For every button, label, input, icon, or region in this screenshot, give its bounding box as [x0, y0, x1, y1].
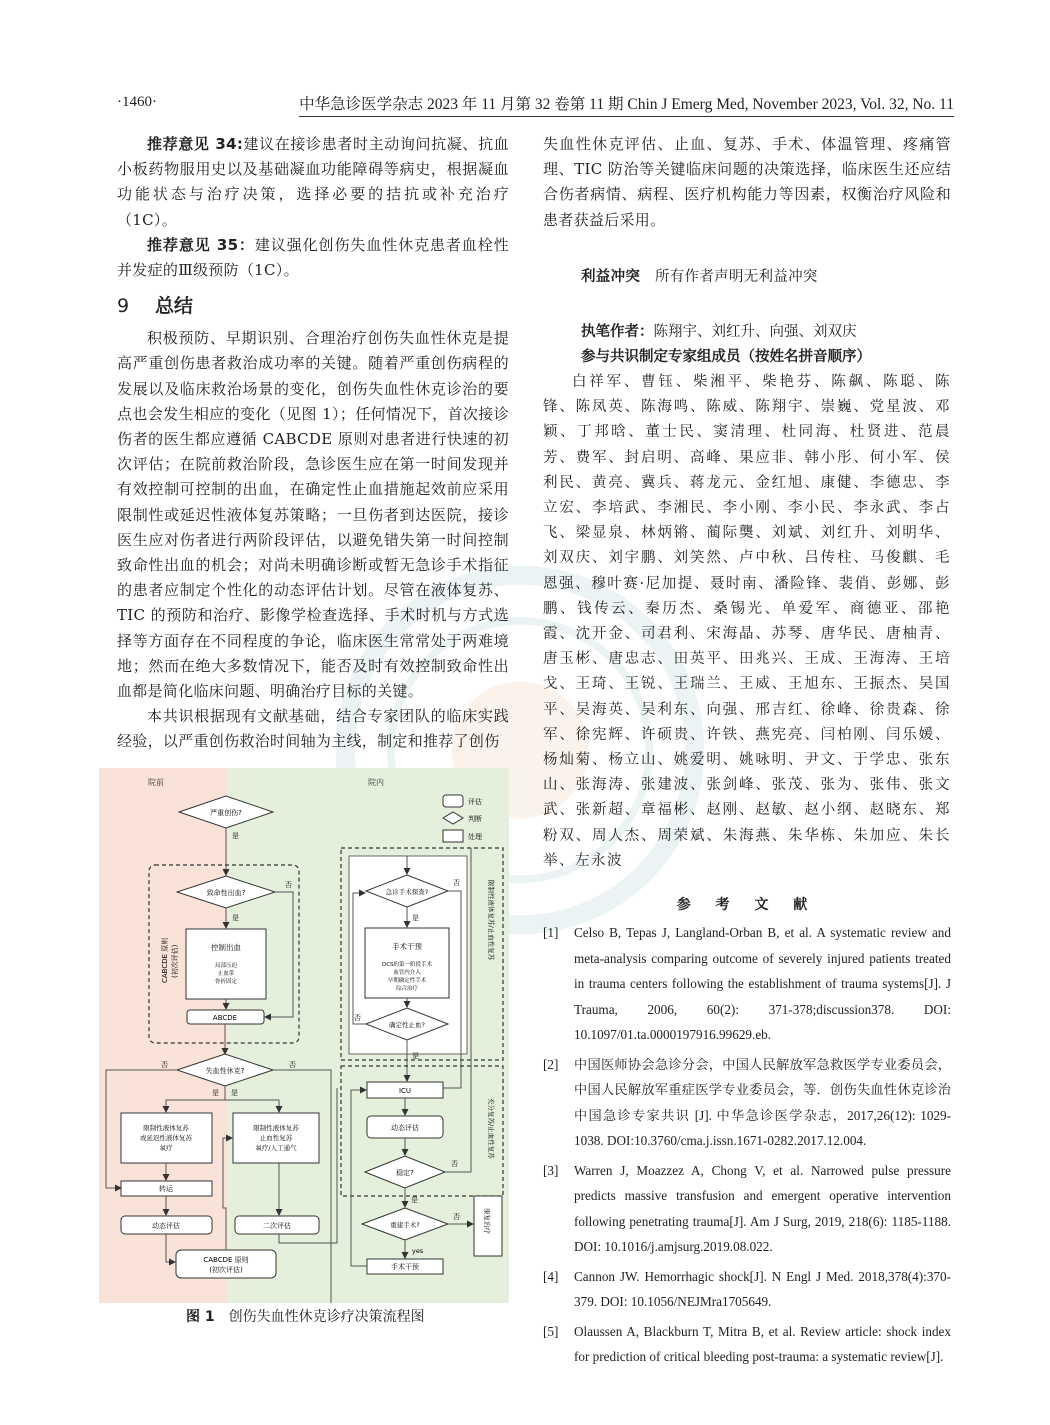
edge-fatal-yes-label: 是 [232, 914, 239, 922]
edge-shock-yes-left-label: 是 [212, 1089, 219, 1097]
page-header [117, 92, 954, 118]
node-surgery-item: 早期确定性手术 [387, 978, 427, 984]
figure-1-flowchart [99, 768, 509, 1303]
node-secondary-assess-label: 二次评估 [263, 1222, 291, 1230]
reference-item [543, 1052, 951, 1154]
rec35-label: 推荐意见 35： [147, 235, 255, 254]
node-inhospital-resus-line: 止血性复苏 [259, 1134, 293, 1142]
expert-members-list: 白祥军、曹钰、柴湘平、柴艳芬、陈飙、陈聪、陈锋、陈凤英、陈海鸣、陈威、陈翔宇、崇巍、党星波、邓颖、丁邦晗、董士民、窦清理、杜同海、杜贤进、范晨芳、费军、封启明、高峰、果应非、韩小彤、何小军、侯利民、黄亮、冀兵、蒋龙元、金红旭、康健、李德忠、李立宏、李培武、李湘民、李小刚、李小民、李永武、李占飞、梁显泉、林炳锵、蔺际龑、刘斌、刘红升、刘明华、刘双庆、刘宇鹏、刘笑然、卢中秋、吕传柱、马俊麒、毛恩强、穆叶赛·尼加提、聂时南、潘险锋、裴俏、彭娜、彭鹏、钱传云、秦历杰、桑锡光、单爱军、商德亚、邵艳霞、沈开金、司君利、宋海晶、苏琴、唐华民、唐柚青、唐玉彬、唐忠志、田英平、田兆兴、王成、王海涛、王培戈、王琦、王锐、王瑞兰、王威、王旭东、王振杰、吴国平、吴海英、吴利东、向强、邢吉红、徐峰、徐贵森、徐军、徐宪辉、许硕贵、许铁、燕宪亮、闫柏刚、闫乐媛、杨灿菊、杨立山、姚爱明、姚咏明、尹文、于学忠、张东山、张海涛、张建波、张剑峰、张茂、张为、张伟、张文武、张新超、章福彬、赵刚、赵敏、赵小纲、赵晓东、郑粉双、周人杰、周荣斌、朱海燕、朱华栋、朱加应、朱长举、左永波 [543, 374, 951, 869]
reference-number: [2] [543, 1056, 559, 1072]
node-icu-label: ICU [398, 1087, 412, 1095]
node-cabcde-bottom-line-2: (初次评估) [209, 1266, 243, 1274]
reference-text: Olaussen A, Blackburn T, Mitra B, et al. Review article: shock index for prediction of critical bleeding post-trauma: a systematic review[J]. [574, 1323, 951, 1365]
node-transport-label: 转运 [159, 1185, 173, 1193]
reference-number: [5] [543, 1323, 559, 1339]
writers-names: 陈翔宇、刘红升、向强、刘双庆 [653, 324, 857, 341]
node-rehab-label: 康复治疗 [483, 1208, 491, 1234]
group-cabcde-label-2: (初次评估) [171, 944, 179, 978]
group-cabcde-label-1: CABCDE 原则 [161, 937, 169, 983]
node-surgery-bottom-label: 手术干预 [391, 1263, 419, 1271]
legend-assess-symbol [443, 795, 463, 807]
writers-label: 执笔作者： [581, 324, 654, 341]
reference-text: Celso B, Tepas J, Langland-Orban B, et al. A systematic review and meta-analysis comparing outcome of severely injured patients treated in trauma centers following the establishment of trauma systems[J]. J Trauma, 2006, 60(2): 371-378;discussion378. DOI: 10.1097/01.ta.0000197916.99629.eb. [574, 925, 951, 1043]
node-reconstruction-label: 重建手术? [390, 1221, 420, 1229]
node-inhospital-resus-line: 限制性液体复苏 [253, 1124, 299, 1132]
node-surgery-item: 综合治疗 [395, 986, 419, 992]
node-control-bleeding-item: 止血带 [217, 971, 235, 977]
edge-shock-no-right-label: 否 [289, 1061, 296, 1069]
node-stable-label: 稳定? [396, 1169, 414, 1177]
zone-prehospital-label: 院前 [148, 778, 164, 787]
reference-item [543, 1158, 951, 1260]
edge-stable-yes-label: 是 [411, 1196, 418, 1204]
figure-caption-label: 图 1 [186, 1309, 215, 1325]
left-column [117, 132, 509, 755]
edge-emergency-yes-label: 是 [412, 914, 419, 922]
node-fatal-bleeding-label: 致命性出血? [206, 889, 246, 897]
group-restrictive-resus-label: 限制性液体复苏/止血性复苏 [487, 880, 495, 961]
summary-paragraph-2: 本共识根据现有文献基础，结合专家团队的临床实践经验，以严重创伤救治时间轴为主线，制定和推荐了创伤 [117, 707, 509, 751]
edge-reconstruction-yes-label: yes [412, 1247, 424, 1255]
right-column [543, 132, 951, 1374]
recommendation-35 [117, 233, 509, 283]
edge-definitive-yes-label: 是 [412, 1052, 419, 1060]
node-abcde-label: ABCDE [212, 1014, 238, 1022]
node-control-bleeding-item: 骨折固定 [214, 979, 238, 985]
node-prehospital-resus-line: 氧疗 [159, 1144, 173, 1152]
node-control-bleeding-item: 局部压迫 [214, 963, 238, 969]
section-heading [117, 291, 509, 318]
figure-caption-text: 创伤失血性休克诊疗决策流程图 [228, 1309, 425, 1325]
rec34-text: 建议在接诊患者时主动询问抗凝、抗血小板药物服用史以及基础凝血功能障碍等病史，根据凝血功能状态与治疗决策，选择必要的拮抗或补充治疗（1C）。 [117, 135, 510, 229]
edge-reconstruction-no-label: 否 [453, 1213, 460, 1221]
node-icu-dynamic-assess-label: 动态评估 [391, 1124, 419, 1132]
authors-block [581, 320, 951, 370]
reference-text: Cannon JW. Hemorrhagic shock[J]. N Engl J Med. 2018,378(4):370-379. DOI: 10.1056/NEJMra1705649. [574, 1268, 951, 1310]
summary-paragraph-1: 积极预防、早期识别、合理治疗创伤失血性休克是提高严重创伤患者救治成功率的关键。随着严重创伤病程的发展以及临床救治场景的变化，创伤失血性休克诊治的要点也会发生相应的变化（见图 1）；任何情况下，首次接诊伤者的医生都应遵循 CABCDE 原则对患者进行快速的初次评估；在院前救治阶段，急诊医生应在第一时间发现并有效控制可控制的出血，在确定性止血措施起效前应采用限制性或延迟性液体复苏策略；一旦伤者到达医院，接诊医生应对伤者进行两阶段评估，以避免错失第一时间控制致命性出血的机会；对尚未明确诊断或暂无急诊手术指征的患者应制定个性化的动态评估计划。尽管在液体复苏、TIC 的预防和治疗、影像学检查选择、手术时机与方式选择等方面存在不同程度的争论，临床医生常常处于两难境地；然而在绝大多数情况下，能否及时有效控制致命性出血都是简化临床问题、明确治疗目标的关键。 [117, 329, 509, 701]
node-definitive-hemostasis-label: 确定性止血? [389, 1021, 425, 1029]
page-number: ·1460· [117, 94, 157, 110]
reference-item [543, 1319, 951, 1370]
section-title: 总结 [155, 295, 194, 318]
section-number: 9 [117, 295, 130, 318]
reference-list [543, 920, 951, 1370]
legend-treat-symbol [443, 830, 463, 842]
legend-treat-label: 处理 [468, 833, 482, 841]
writers-line [581, 320, 951, 345]
legend-decide-label: 判断 [468, 815, 482, 823]
conflict-of-interest [581, 265, 951, 290]
edge-emergency-no-label: 否 [453, 879, 460, 887]
rec35-text: 建议强化创伤失血性休克患者血栓性并发症的Ⅲ级预防（1C）。 [117, 235, 509, 280]
coi-text: 所有作者声明无利益冲突 [654, 268, 818, 285]
edge-fatal-no-label: 否 [285, 881, 292, 889]
node-prehospital-resus-line: 限制性液体复苏 [143, 1124, 189, 1132]
rec34-label: 推荐意见 34: [147, 135, 244, 153]
node-prehospital-resus-line: 或延迟性液体复苏 [140, 1134, 192, 1142]
node-dynamic-assess-label: 动态评估 [152, 1222, 180, 1230]
recommendation-34 [117, 132, 509, 233]
reference-text: Warren J, Moazzez A, Chong V, et al. Narrowed pulse pressure predicts massive transfusion and emergent operative intervention following penetrating trauma[J]. Am J Surg, 2019, 218(6): 1185-1188. DOI: 10.1016/j.amjsurg.2019.08.022. [574, 1162, 951, 1255]
node-surgery-item: 血管内介入 [393, 970, 421, 976]
reference-item [543, 920, 951, 1048]
summary-paragraph-2-continued: 失血性休克评估、止血、复苏、手术、体温管理、疼痛管理、TIC 防治等关键临床问题的决策选择，临床医生还应结合伤者病情、病程、医疗机构能力等因素，权衡治疗风险和患者获益后采用。 [543, 135, 951, 229]
edge-stable-no-label: 否 [451, 1160, 458, 1168]
legend-assess-label: 评估 [468, 798, 482, 806]
edge-shock-yes-right-label: 是 [231, 1089, 238, 1097]
zone-inhospital-label: 院内 [368, 778, 384, 787]
members-heading: 参与共识制定专家组成员（按姓名拼音顺序） [581, 349, 871, 366]
node-surgery-item: DCS的第一阶段手术 [381, 962, 433, 968]
coi-label: 利益冲突 [581, 268, 641, 285]
reference-item [543, 1264, 951, 1315]
reference-number: [1] [543, 925, 559, 941]
reference-number: [3] [543, 1162, 559, 1178]
reference-number: [4] [543, 1268, 559, 1284]
running-title: 中华急诊医学杂志 2023 年 11 月第 32 卷第 11 期 Chin J Emerg Med, November 2023, Vol. 32, No. 11 [299, 92, 954, 117]
node-cabcde-bottom-line-1: CABCDE 原则 [203, 1256, 249, 1264]
reference-text: 中国医师协会急诊分会，中国人民解放军急救医学专业委员会，中国人民解放军重症医学专业委员会，等．创伤失血性休克诊治中国急诊专家共识 [J]. 中华急诊医学杂志，2017,26(12): 1029-1038. DOI:10.3760/cma.j.issn.1671-0282.2017.12.004. [574, 1056, 951, 1149]
node-shock-label: 失血性休克? [205, 1067, 245, 1075]
edge-severe-yes-label: 是 [232, 832, 239, 840]
node-control-bleeding-title: 控制出血 [211, 943, 241, 952]
references-title: 参 考 文 献 [676, 897, 818, 914]
node-severe-trauma-label: 严重创伤? [210, 809, 242, 817]
node-inhospital-resus-line: 氧疗/人工通气 [255, 1144, 297, 1152]
node-surgery-title: 手术干预 [392, 942, 422, 951]
node-emergency-surgery-label: 急诊手术探查? [385, 888, 429, 896]
figure-caption [186, 1306, 425, 1326]
group-full-resus-label: 充分复苏/止血性复苏 [487, 1098, 495, 1159]
edge-shock-no-left-label: 否 [161, 1061, 168, 1069]
legend [443, 795, 482, 842]
edge-definitive-no-label: 否 [354, 1014, 361, 1022]
